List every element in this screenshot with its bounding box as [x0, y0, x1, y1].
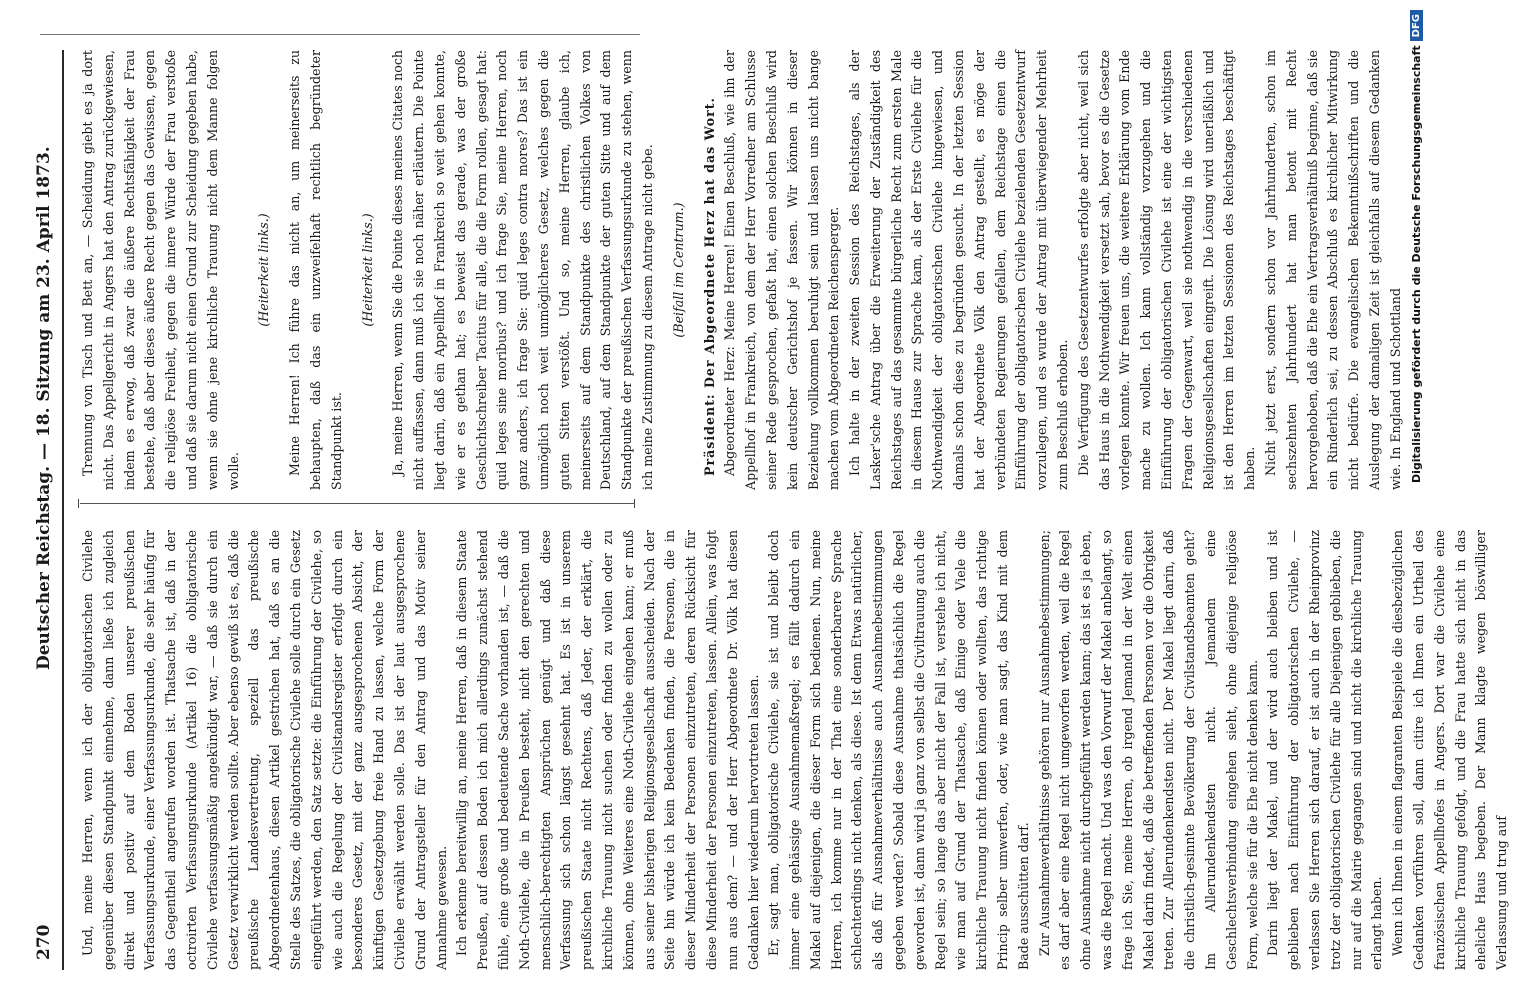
paragraph: Ja, meine Herren, wenn Sie die Pointe dieses meines Citates noch nicht auffassen, dann muß ich sie noch näher erläutern. Die Pointe liegt darin, daß ein Appellhof in Frankreich so weit gehen konnte, wie er es gethan hat; es beweist das gerade, was der große Geschichtschreiber Tacitus für alle, die die Form rollen, gesagt hat: quid leges sine moribus? und ich frage Sie, meine Herren, noch ganz anders, ich frage Sie: quid leges contra mores? Das ist ein unmöglich noch weit unmöglicheres Gesetz, welches gegen die guten Sitten verstößt. Und so, meine Herren, glaube ich, meinerseits auf dem Standpunkte des christlichen Volkes von Deutschland, auf dem Standpunkte der guten Sitte und auf dem Standpunkte der preußischen Verfassungsurkunde zu stehen, wenn ich meine Zustimmung zu diesem Antrage nicht gebe. [390, 50, 655, 490]
header-rule [62, 50, 64, 970]
paragraph: Er, sagt man, obligatorische Civilehe, sie ist und bleibt doch immer eine gehässige Ausnahmemaßregel; es fällt dadurch ein Makel auf diejenigen, die dieser Form sich bedienen. Nun, meine Herren, ich komme nur in der That eine sonderbarere Sprache schlechterdings nicht denken, als diese. Ist denn Etwas natürlicher, als daß für Ausnahmeverhältnisse auch Ausnahmebestimmungen gegeben werden? Sobald diese Ausnahme thatsächlich die Regel geworden ist, dann wird ja ganz von selbst die Civiltrauung auch die Regel sein; so lange das aber nicht der Fall ist, verstehe ich nicht, wie man auf Grund der Thatsache, daß Einige oder Viele die kirchliche Trauung nicht finden können oder wollten, das richtige Princip selber umwerfen, oder, wie man sagt, das Kind mit dem Bade ausschütten darf. [766, 530, 1031, 970]
paragraph: Trennung von Tisch und Bett an, — Scheidung giebt es ja dort nicht. Das Appellgericht in Angers hat den Antrag zurückgewiesen, indem es erwog, daß zwar die äußere Rechtsfähigkeit der Frau bestehe, daß aber dieses äußere Recht gegen das Gewissen, gegen die religiöse Freiheit, gegen die innere Würde der Frau verstoße und daß sie darum nicht einen Grund zur Scheidung gegeben habe, wenn sie ohne jene kirchliche Trauung nicht dem Manne folgen wolle. [80, 50, 241, 490]
paragraph: Ich erkenne bereitwillig an, meine Herren, daß in diesem Staate Preußen, auf dessen Boden ich mich allerdings zunächst stehend fühle, eine große und bedeutende Sache vorhanden ist, — daß die Noth-Civilehe, die in Preußen besteht, nicht den gerechten und menschlich-berechtigten Ansprüchen genügt und daß diese Verfassung sich schon längst gesehnt hat. Es ist in unserem preußischen Staate nicht Rechtens, daß Jeder, der erklärt, die kirchliche Trauung nicht suchen oder finden zu wollen oder zu können, ohne Weiteres eine Noth-Civilehe eingehen kann; er muß aus seiner bisherigen Religionsgesellschaft ausscheiden. Nach der Seite hin würde ich kein Bedenken finden, die Personen, die in dieser Minderheit der Personen einzutreten, deren Rücksicht für diese Minderheit der Personen einzutreten, lassen. Allein, was folgt nun aus dem? — und der Herr Abgeordnete Dr. Völk hat diesen Gedanken hier wiederum hervortreten lassen. [454, 530, 761, 970]
page-title: Deutscher Reichstag. — 18. Sitzung am 23. April 1873. [34, 146, 54, 670]
stage-direction: (Beifall im Centrum.) [670, 202, 686, 338]
page-number: 270 [34, 924, 54, 960]
left-column [78, 530, 1510, 970]
paragraph: Zur Ausnahmeverhältnisse gehören nur Ausnahmebestimmungen; es darf aber eine Regel nicht umgeworfen werden, weil die Regel ohne Ausnahme nicht durchgeführt werden kann; das ist es ja eben, was die Regel macht. Und was den Vorwurf der Makel anbelangt, so frage ich Sie, meine Herren, ob irgend Jemand in der Welt einen Makel darin findet, daß die betreffenden Personen vor die Obrigkeit treten. Zur Allerundenkendsten nicht. Der Makel liegt darin, daß die christlich-gesinnte Bevölkerung der Civilstandsbeamten geht? Im Allerundenkendsten nicht. Jemandem eine Geschlechtsverbindung eingehen sieht, ohne diejenige religiöse Form, welche sie für die Ehe nicht denken kann. [1036, 530, 1260, 970]
column-divider [80, 503, 635, 504]
paragraph: Und, meine Herren, wenn ich der obligatorischen Civilehe gegenüber diesen Standpunkt einnehme, dann ließe ich zugleich direkt und positiv auf dem Boden unserer preußischen Verfassungsurkunde, einer Verfassungsurkunde, die sehr häufig für das Gegentheil angerufen worden ist. Thatsache ist, daß in der octroirten Verfassungsurkunde (Artikel 16) die obligatorische Civilehe verfassungsmäßig angekündigt war, — daß sie durch ein Gesetz verwirklicht werden sollte. Aber ebenso gewiß ist es, daß die preußische Landesvertretung, speziell das preußische Abgeordnetenhaus, diesen Artikel gestrichen hat, daß es an die Stelle des Satzes, die obligatorische Civilehe solle durch ein Gesetz eingeführt werden, den Satz setzte: die Einführung der Civilehe, so wie auch die Regelung der Civilstandsregister erfolgt durch ein besonderes Gesetz, mit der ganz ausgesprochenen Absicht, der künftigen Gesetzgebung freie Hand zu lassen, welche Form der Civilehe erwählt werden solle. Das ist der laut ausgesprochene Grund der Antragsteller für den Antrag und das Motiv seiner Annahme gewesen. [80, 530, 449, 970]
page-edge-rule [40, 34, 640, 35]
paragraph: Meine Herren! Ich führe das nicht an, um meinerseits zu behaupten, daß das ein unzweifelhaft rechtlich begründeter Standpunkt ist. [287, 50, 344, 490]
digitization-footer [1405, 10, 1427, 483]
right-column [78, 50, 1403, 490]
column-divider-tick [78, 499, 79, 508]
column-divider-tick [634, 499, 635, 508]
paragraph: Ich halte in der zweiten Session des Reichstages, als der Lasker'sche Antrag über die Erweiterung der Zuständigkeit des Reichstages auf das gesammte bürgerliche Recht zum ersten Male in diesem Hause zur Sprache kam, als der Erste Civilehe für die Nothwendigkeit der obligatorischen Civilehe hingewiesen, und damals schon diese zu begründen gesucht. In der letzten Session hat der Abgeordnete Völk den Antrag gestellt, es möge der verbündeten Regierungen gefallen, dem Reichstage einen die Einführung der obligatorischen Civilehe bezielenden Gesetzentwurf vorzulegen, und es wurde der Antrag mit überwiegender Mehrheit zum Beschluß erhoben. [847, 50, 1071, 490]
paragraph: Abgeordneter Herz: Meine Herren! Einen Beschluß, wie ihn der Appellhof in Frankreich, von dem der Herr Vorredner am Schlusse seiner Rede gesprochen, gefaßt hat, einen solchen Beschluß wird kein deutscher Gerichtshof je fassen. Wir können in dieser Beziehung vollkommen beruhigt sein und lassen uns nicht bange machen vom Abgeordneten Reichensperger. [722, 50, 842, 490]
paragraph: Wenn ich Ihnen in einem flagranten Beispiele die diesbezüglichen Gedanken vorführen soll, dann citire ich Ihnen ein Urtheil des französischen Appellhofes in Angers. Dort war die Civilehe eine kirchliche Trauung gefolgt, und die Frau hatte sich nicht in das eheliche Haus begeben. Der Mann klagte wegen böswilliger Verlassung und trug auf [1390, 530, 1510, 970]
digitization-note: Digitalisierung gefördert durch die Deutsche Forschungsgemeinschaft [1409, 45, 1423, 484]
paragraph: Die Verfügung des Gesetzentwurfes erfolgte aber nicht, weil sich das Haus in die Nothwendigkeit versetzt sah, bevor es die Gesetze vorlegen konnte. Wir freuen uns, die weitere Erklärung vom Ende mache zu wollen. Ich kann vollständig vorzugehen und die Einführung der obligatorischen Civilehe ist eine der wichtigsten Fragen der Gegenwart, weil sie nothwendig in die verschiedenen Religionsgesellschaften eingreift. Die Lösung wird unerläßlich und ist den Herren im letzten Sessionen des Reichstages beschäftigt haben. [1075, 50, 1258, 490]
stage-direction: (Heiterkeit links.) [256, 213, 272, 327]
paragraph: Nicht jetzt erst, sondern schon vor Jahrhunderten, schon im sechszehnten Jahrhundert hat man betont mit Recht hervorgehoben, daß die Ehe ein Vertragsverhältniß beginne, daß sie ein Rinderlich sei, zu dessen Abschluß es kirchlicher Mitwirkung nicht bedürfe. Die evangelischen Bekenntnißschriften und die Auslegung der damaligen Zeit ist gleichfalls auf diesem Gedanken wie. In England und Schottland [1263, 50, 1403, 490]
paragraph: Darin liegt der Makel, und der wird auch bleiben und ist geblieben nach Einführung der obligatorischen Civilehe, — verlassen Sie Herren sich darauf, er ist auch in der Rheinprovinz trotz der obligatorischen Civilehe für alle Diejenigen geblieben, die nur auf die Mairie gegangen sind und nicht die kirchliche Trauung erlangt haben. [1265, 530, 1385, 970]
page-header [30, 50, 58, 970]
dfg-logo: DFG [1410, 10, 1423, 41]
speaker-line: Präsident: Der Abgeordnete Herz hat das Wort. [701, 97, 717, 476]
stage-direction: (Heiterkeit links.) [359, 213, 375, 327]
